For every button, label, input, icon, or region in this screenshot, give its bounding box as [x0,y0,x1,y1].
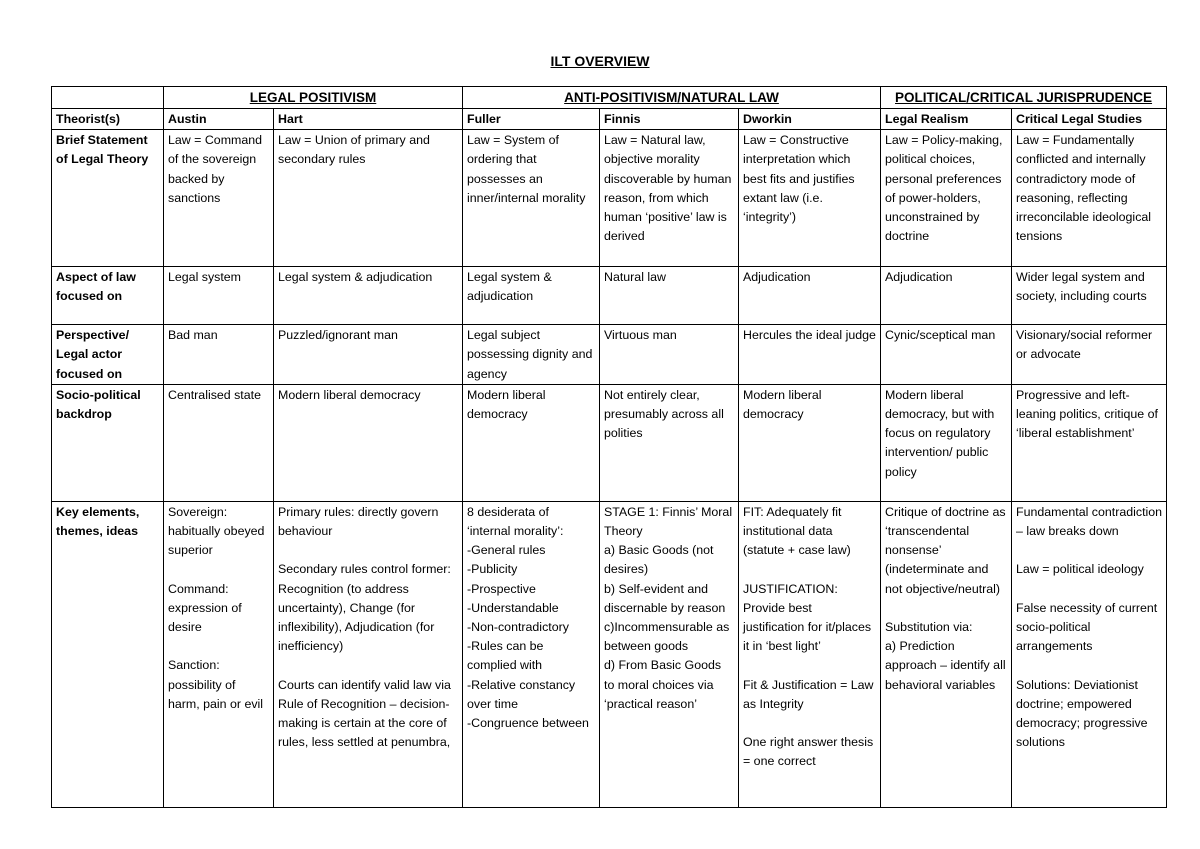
cell-line: Law = political ideology [1016,562,1144,577]
header-legal-realism: Legal Realism [881,109,1012,130]
cell-fuller [463,501,600,807]
header-row-label: Theorist(s) [52,109,164,130]
table-row-brief-statement [52,130,1167,267]
cell-dworkin: Law = Constructive interpretation which best fits and justifies extant law (i.e. ‘integrity’) [739,130,881,267]
row-label: Perspective/ Legal actor focused on [52,325,164,385]
cell-dworkin: Hercules the ideal judge [739,325,881,385]
cell-line: 8 desiderata of ‘internal morality’: [467,504,564,539]
cell-line: Fit & Justification = Law as Integrity [743,677,877,711]
group-political-critical: POLITICAL/CRITICAL JURISPRUDENCE [881,87,1167,109]
cell-critical-legal-studies [1012,501,1167,807]
cell-line [743,656,876,675]
cell-line: -Prospective [467,581,536,596]
cell-line: Command: expression of desire [168,581,246,635]
cell-line: -General rules [467,543,546,558]
cell-line: Solutions: Deviationist doctrine; empowered democracy; progressive solutions [1016,677,1152,750]
table-row-aspect-of-law [52,267,1167,325]
cell-legal-realism: Adjudication [881,267,1012,325]
cell-line [168,560,269,579]
cell-critical-legal-studies: Wider legal system and society, including courts [1012,267,1167,325]
cell-hart [274,501,463,807]
cell-line [885,599,1007,618]
cell-line: Primary rules: directly govern behaviour [278,504,442,539]
table-row-socio-political [52,384,1167,501]
cell-hart: Puzzled/ignorant man [274,325,463,385]
cell-fuller: Law = System of ordering that possesses an inner/internal morality [463,130,600,267]
theorist-header-row [52,109,1167,130]
cell-line [743,714,876,733]
cell-line: c)Incommensurable as between goods [604,620,733,654]
table-row-perspective [52,325,1167,385]
cell-line: FIT: Adequately fit institutional data (statute + case law) [743,504,851,558]
cell-line: -Publicity [467,562,518,577]
ilt-overview-table [51,86,1167,808]
cell-finnis: Law = Natural law, objective morality discoverable by human reason, from which human ‘positive’ law is derived [600,130,739,267]
cell-critical-legal-studies: Progressive and left-leaning politics, critique of ‘liberal establishment’ [1012,384,1167,501]
cell-line [278,541,458,560]
cell-hart: Legal system & adjudication [274,267,463,325]
cell-line: Courts can identify valid law via Rule of Recognition – decision-making is certain at the core of rules, less settled at penumbra, [278,677,455,750]
cell-line: -Understandable [467,600,559,615]
cell-critical-legal-studies: Law = Fundamentally conflicted and internally contradictory mode of reasoning, reflecting irreconcilable ideological tensions [1012,130,1167,267]
row-label: Brief Statement of Legal Theory [52,130,164,267]
cell-line: Fundamental contradiction – law breaks down [1016,504,1166,539]
cell-austin: Centralised state [164,384,274,501]
cell-line: Critique of doctrine as ‘transcendental nonsense’ (indeterminate and not objective/neutral) [885,504,1010,596]
header-fuller: Fuller [463,109,600,130]
cell-line: JUSTIFICATION: Provide best justification for it/places it in ‘best light’ [743,581,875,654]
cell-dworkin: Adjudication [739,267,881,325]
cell-finnis: Virtuous man [600,325,739,385]
cell-fuller: Modern liberal democracy [463,384,600,501]
empty-corner-cell [52,87,164,109]
cell-line: -Congruence between [467,716,589,731]
group-legal-positivism: LEGAL POSITIVISM [164,87,463,109]
group-anti-positivism: ANTI-POSITIVISM/NATURAL LAW [463,87,881,109]
cell-line [1016,656,1162,675]
row-label: Key elements, themes, ideas [52,501,164,807]
cell-critical-legal-studies: Visionary/social reformer or advocate [1012,325,1167,385]
cell-finnis: Not entirely clear, presumably across all polities [600,384,739,501]
cell-line [1016,541,1162,560]
cell-line: Sanction: possibility of harm, pain or evil [168,658,264,711]
header-dworkin: Dworkin [739,109,881,130]
cell-line: False necessity of current socio-political arrangements [1016,600,1161,654]
row-label: Aspect of law focused on [52,267,164,325]
cell-austin: Law = Command of the sovereign backed by sanctions [164,130,274,267]
cell-finnis: Natural law [600,267,739,325]
cell-line: -Relative constancy over time [467,677,579,711]
cell-dworkin: Modern liberal democracy [739,384,881,501]
cell-dworkin [739,501,881,807]
cell-hart: Law = Union of primary and secondary rules [274,130,463,267]
cell-line: b) Self-evident and discernable by reason [604,581,726,615]
page-title: ILT OVERVIEW [550,53,650,69]
header-hart: Hart [274,109,463,130]
cell-line: a) Basic Goods (not desires) [604,543,717,577]
cell-legal-realism: Cynic/sceptical man [881,325,1012,385]
cell-line: -Non-contradictory [467,620,569,635]
cell-legal-realism: Modern liberal democracy, but with focus on regulatory intervention/ public policy [881,384,1012,501]
cell-line [168,637,269,656]
cell-line: a) Prediction approach – identify all behavioral variables [885,639,1010,692]
group-header-row [52,87,1167,109]
row-label: Socio-political backdrop [52,384,164,501]
cell-legal-realism [881,501,1012,807]
cell-line [1016,580,1162,599]
cell-line: Secondary rules control former: Recognition (to address uncertainty), Change (for inflexibility), Adjudication (for inefficiency) [278,562,455,654]
cell-line: d) From Basic Goods to moral choices via ‘practical reason’ [604,658,725,711]
cell-fuller: Legal subject possessing dignity and agency [463,325,600,385]
header-critical-legal-studies: Critical Legal Studies [1012,109,1167,130]
cell-line: STAGE 1: Finnis’ Moral Theory [604,504,736,539]
cell-line: Sovereign: habitually obeyed superior [168,504,268,558]
cell-austin [164,501,274,807]
cell-finnis [600,501,739,807]
cell-line: -Rules can be complied with [467,639,547,673]
cell-line [278,656,458,675]
cell-legal-realism: Law = Policy-making, political choices, personal preferences of power-holders, unconstrained by doctrine [881,130,1012,267]
cell-hart: Modern liberal democracy [274,384,463,501]
header-austin: Austin [164,109,274,130]
cell-line: One right answer thesis = one correct [743,735,877,769]
cell-fuller: Legal system & adjudication [463,267,600,325]
header-finnis: Finnis [600,109,739,130]
cell-austin: Bad man [164,325,274,385]
table-row-key-elements [52,501,1167,807]
cell-austin: Legal system [164,267,274,325]
cell-line: Substitution via: [885,620,973,635]
cell-line [743,560,876,579]
